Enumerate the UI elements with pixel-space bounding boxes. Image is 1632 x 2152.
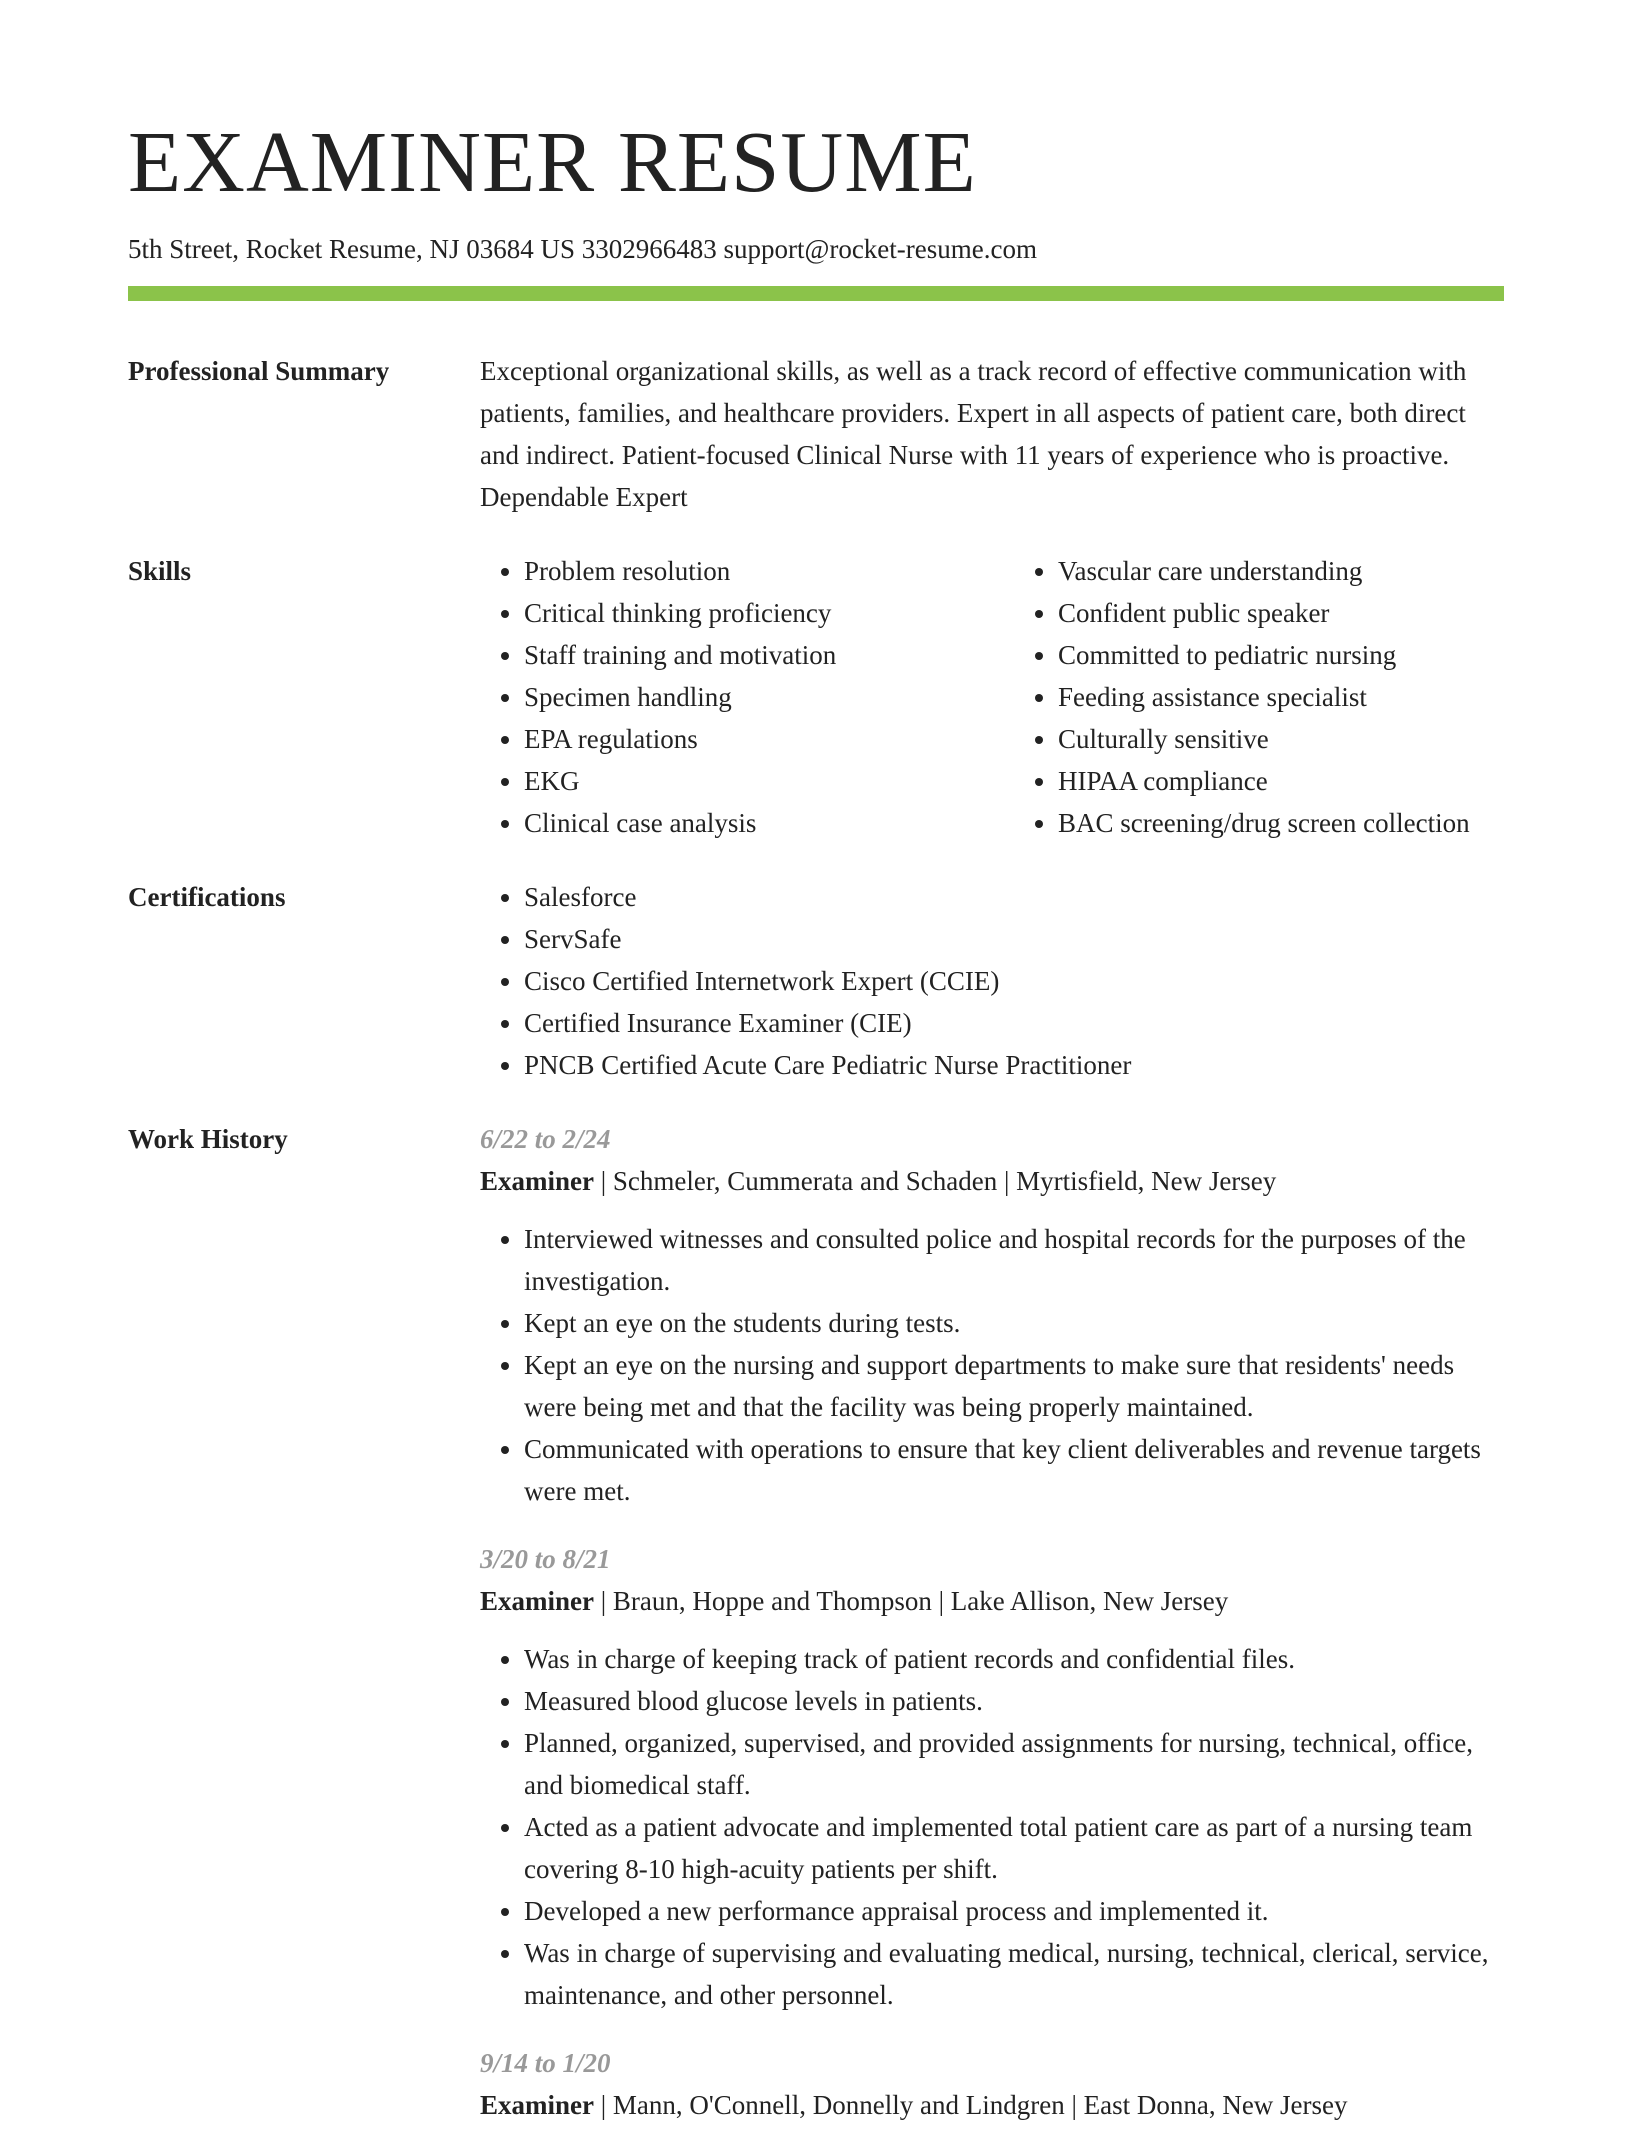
job-bullet: • Kept an eye on the nursing and support departments to make sure that residents' needs were being met and that the facility was being properly maintained. xyxy=(524,1344,1504,1428)
job-details: | Schmeler, Cummerata and Schaden | Myrtisfield, New Jersey xyxy=(594,1166,1277,1196)
certifications-label: Certifications xyxy=(128,882,286,912)
work-label: Work History xyxy=(128,1124,288,1154)
skills-label: Skills xyxy=(128,556,192,586)
skill-item: • Critical thinking proficiency xyxy=(524,592,970,634)
job-bullets xyxy=(480,1218,1504,1512)
work-body xyxy=(480,1118,1504,2152)
certifications-body xyxy=(480,876,1504,1086)
skill-item: • HIPAA compliance xyxy=(1058,760,1504,802)
skill-item: • EPA regulations xyxy=(524,718,970,760)
certification-item: • Cisco Certified Internetwork Expert (CCIE) xyxy=(524,960,1504,1002)
job-dates: 6/22 to 2/24 xyxy=(480,1124,611,1154)
job-bullet: • Communicated with operations to ensure that key client deliverables and revenue targets were met. xyxy=(524,1428,1504,1512)
job-entry xyxy=(480,1118,1504,1512)
skill-item: • EKG xyxy=(524,760,970,802)
skill-item: • Staff training and motivation xyxy=(524,634,970,676)
certification-item: • ServSafe xyxy=(524,918,1504,960)
job-bullet: • Kept an eye on the students during tests. xyxy=(524,1302,1504,1344)
skill-item: • BAC screening/drug screen collection xyxy=(1058,802,1504,844)
skill-item: • Vascular care understanding xyxy=(1058,550,1504,592)
job-title: Examiner xyxy=(480,1586,594,1616)
resume-title: EXAMINER RESUME xyxy=(128,113,977,210)
skill-item: • Committed to pediatric nursing xyxy=(1058,634,1504,676)
job-entry xyxy=(480,1538,1504,2016)
job-title: Examiner xyxy=(480,1166,594,1196)
certification-item: • Certified Insurance Examiner (CIE) xyxy=(524,1002,1504,1044)
job-bullet: • Was in charge of keeping track of patient records and confidential files. xyxy=(524,1638,1504,1680)
summary-label: Professional Summary xyxy=(128,356,390,386)
job-bullet: • Acted as a patient advocate and implemented total patient care as part of a nursing team covering 8-10 high-acuity patients per shift. xyxy=(524,1806,1504,1890)
contact-info: 5th Street, Rocket Resume, NJ 03684 US 3302966483 support@rocket-resume.com xyxy=(128,234,1037,264)
job-details: | Mann, O'Connell, Donnelly and Lindgren | East Donna, New Jersey xyxy=(594,2090,1348,2120)
skills-list-col1 xyxy=(480,550,970,844)
summary-body xyxy=(480,350,1504,518)
job-title-line xyxy=(480,1580,1504,1622)
skill-item: • Confident public speaker xyxy=(1058,592,1504,634)
job-bullet: • Planned, organized, supervised, and provided assignments for nursing, technical, office, and biomedical staff. xyxy=(524,1722,1504,1806)
skill-item: • Culturally sensitive xyxy=(1058,718,1504,760)
job-bullets xyxy=(480,1638,1504,2016)
job-bullet: • Measured blood glucose levels in patients. xyxy=(524,1680,1504,1722)
job-entry xyxy=(480,2042,1504,2126)
skill-item: • Clinical case analysis xyxy=(524,802,970,844)
header-divider xyxy=(128,286,1504,301)
skill-item: • Feeding assistance specialist xyxy=(1058,676,1504,718)
skills-body xyxy=(480,550,1504,844)
skill-item: • Problem resolution xyxy=(524,550,970,592)
summary-text: Exceptional organizational skills, as well as a track record of effective communication with patients, families, and healthcare providers. Expert in all aspects of patient care, both direct and indirect. Patient-focused Clinical Nurse with 11 years of experience who is proactive. Dependable Expert xyxy=(480,356,1467,512)
job-title: Examiner xyxy=(480,2090,594,2120)
job-title-line xyxy=(480,1160,1504,1202)
certification-item: • PNCB Certified Acute Care Pediatric Nurse Practitioner xyxy=(524,1044,1504,1086)
certification-item: • Salesforce xyxy=(524,876,1504,918)
job-dates: 3/20 to 8/21 xyxy=(480,1544,611,1574)
job-dates: 9/14 to 1/20 xyxy=(480,2048,611,2078)
job-details: | Braun, Hoppe and Thompson | Lake Allison, New Jersey xyxy=(594,1586,1229,1616)
certifications-list xyxy=(480,876,1504,1086)
skills-list-col2 xyxy=(1014,550,1504,844)
job-title-line xyxy=(480,2084,1504,2126)
job-bullet: • Interviewed witnesses and consulted police and hospital records for the purposes of the investigation. xyxy=(524,1218,1504,1302)
job-bullet: • Developed a new performance appraisal process and implemented it. xyxy=(524,1890,1504,1932)
skill-item: • Specimen handling xyxy=(524,676,970,718)
job-bullet: • Was in charge of supervising and evaluating medical, nursing, technical, clerical, service, maintenance, and other personnel. xyxy=(524,1932,1504,2016)
